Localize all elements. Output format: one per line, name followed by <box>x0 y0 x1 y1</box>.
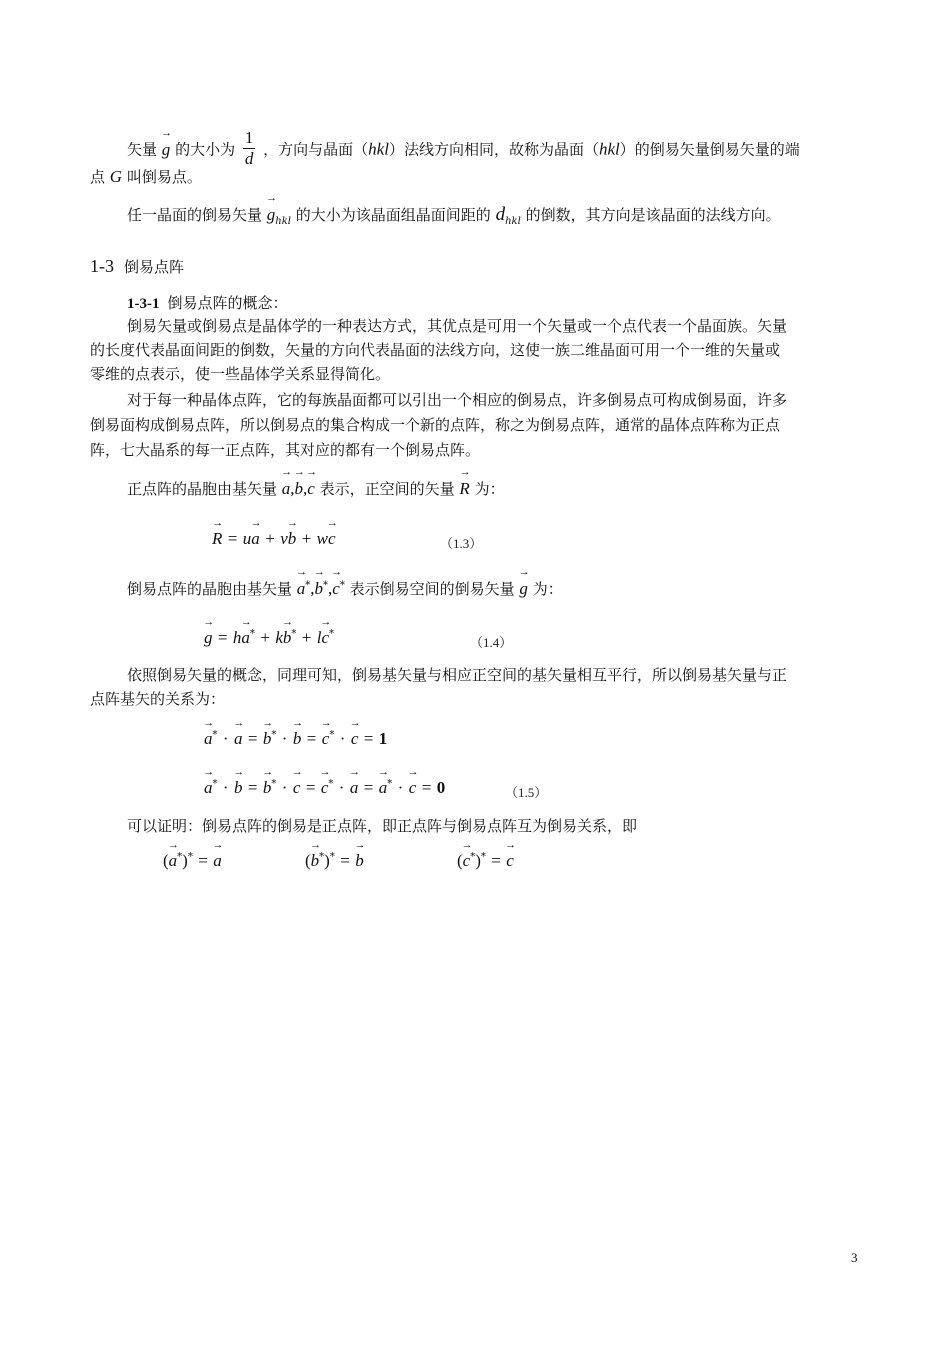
subsection-heading <box>127 292 288 313</box>
para4-line2: 倒易面构成倒易点阵，所以倒易点的集合构成一个新的点阵，称之为倒易点阵，通常的晶体点阵称为正点 <box>90 416 781 434</box>
subscript-hkl: hkl <box>275 216 291 227</box>
para6-text-c: 为： <box>532 580 563 598</box>
section-heading <box>90 256 184 277</box>
para6-text-a: 倒易点阵的晶胞由基矢量 <box>127 580 293 598</box>
vector-g: → g <box>162 139 171 161</box>
para1-text-g: 叫倒易点。 <box>126 168 202 186</box>
vector-c: → c <box>307 478 315 500</box>
hkl-index: hkl <box>368 139 389 159</box>
subsection-number: 1-3-1 <box>127 296 160 312</box>
vector-g-hkl: → g <box>267 204 276 226</box>
hkl-index: hkl <box>598 139 620 159</box>
para4-line3: 阵，七大晶系的每一正点阵，其对应的都有一个倒易点阵。 <box>90 441 481 459</box>
equation-number-1-5: （1.5） <box>505 785 548 800</box>
para5-text-a: 正点阵的晶胞由基矢量 <box>127 480 278 498</box>
vector-b: → b <box>295 478 304 500</box>
para1-line1 <box>127 130 800 171</box>
vector-R: → R <box>459 478 469 500</box>
para2-line <box>127 204 781 226</box>
para3-line3: 零维的点表示，使一些晶体学关系显得简化。 <box>90 365 391 383</box>
section-title: 倒易点阵 <box>124 258 185 276</box>
para1-text-d: ）法线方向相同，故称为晶面（ <box>388 140 599 159</box>
value-zero: 0 <box>436 778 446 797</box>
fraction-denominator: d <box>244 149 254 168</box>
para1-line2 <box>90 166 202 188</box>
equation-1-5b: → a* · → b = → b* · → c = → c* · → a = → a* · → c = 0 <box>204 778 445 798</box>
para3-line1: 倒易矢量或倒易点是晶体学的一种表达方式，其优点是可用一个矢量或一个点代表一个晶面族。矢量 <box>127 317 788 335</box>
subscript-hkl: hkl <box>505 216 521 227</box>
equation-1-4: → g = h→ a* + k→ b* + l→ c* <box>204 628 334 648</box>
equation-1-3: → R = u→ a + v→ b + w→ c <box>212 529 336 549</box>
equation-inverse-c: (→ c*)* = → c <box>457 851 514 871</box>
para2-text-c: 的倒数，其方向是该晶面的法线方向。 <box>525 206 781 224</box>
para5-line: 正点阵的晶胞由基矢量 → a,→ b,→ c 表示，正空间的矢量 → R 为： <box>127 478 505 500</box>
fraction-numerator: 1 <box>244 128 254 147</box>
d-hkl: d <box>495 204 506 225</box>
para1-text-b: 的大小为 <box>175 140 236 159</box>
equation-inverse-a: (→ a*)* = → a <box>163 851 222 871</box>
para2-text-a: 任一晶面的倒易矢量 <box>127 206 263 224</box>
para1-text-c: ，方向与晶面（ <box>263 140 369 159</box>
para7-line2: 点阵基矢的关系为： <box>90 690 226 708</box>
value-one: 1 <box>378 729 388 748</box>
section-number: 1-3 <box>90 256 114 276</box>
para5-text-c: 为： <box>474 480 505 498</box>
subsection-title: 倒易点阵的概念： <box>167 294 288 312</box>
equation-number-1-3: （1.3） <box>440 536 483 551</box>
para3-line2: 的长度代表晶面间距的倒数，矢量的方向代表晶面的法线方向，这使一族二维晶面可用一个一维的矢量或 <box>90 341 781 359</box>
vector-a: → a <box>282 478 291 500</box>
para6-line: 倒易点阵的晶胞由基矢量 → a*,→ b*,→ c* 表示倒易空间的倒易矢量 → g 为： <box>127 578 563 600</box>
equation-inverse-b: (→ b*)* = → b <box>305 851 364 871</box>
vector-g: → g <box>519 578 528 600</box>
para6-text-b: 表示倒易空间的倒易矢量 <box>349 580 515 598</box>
para4-line1: 对于每一种晶体点阵，它的每族晶面都可以引出一个相应的倒易点，许多倒易点可构成倒易面，许多 <box>127 391 788 409</box>
para1-text-f: 点 <box>90 168 106 186</box>
para5-text-b: 表示，正空间的矢量 <box>319 480 455 498</box>
para7-line1: 依照倒易矢量的概念，同理可知，倒易基矢量与相应正空间的基矢量相互平行，所以倒易基矢量与正 <box>127 666 788 684</box>
para8-line: 可以证明：倒易点阵的倒易是正点阵，即正点阵与倒易点阵互为倒易关系，即 <box>127 817 638 835</box>
equation-number-1-4: （1.4） <box>470 635 513 650</box>
page-number: 3 <box>851 1250 858 1265</box>
para1-text-e: ）的倒易矢量倒易矢量的端 <box>619 140 800 159</box>
para2-text-b: 的大小为该晶面组晶面间距的 <box>295 206 491 224</box>
point-G: G <box>109 167 123 186</box>
fraction-1-over-d <box>243 128 256 169</box>
equation-1-5a: → a* · → a = → b* · → b = → c* · → c = 1 <box>204 729 387 749</box>
para1-text-a: 矢量 <box>127 140 158 159</box>
